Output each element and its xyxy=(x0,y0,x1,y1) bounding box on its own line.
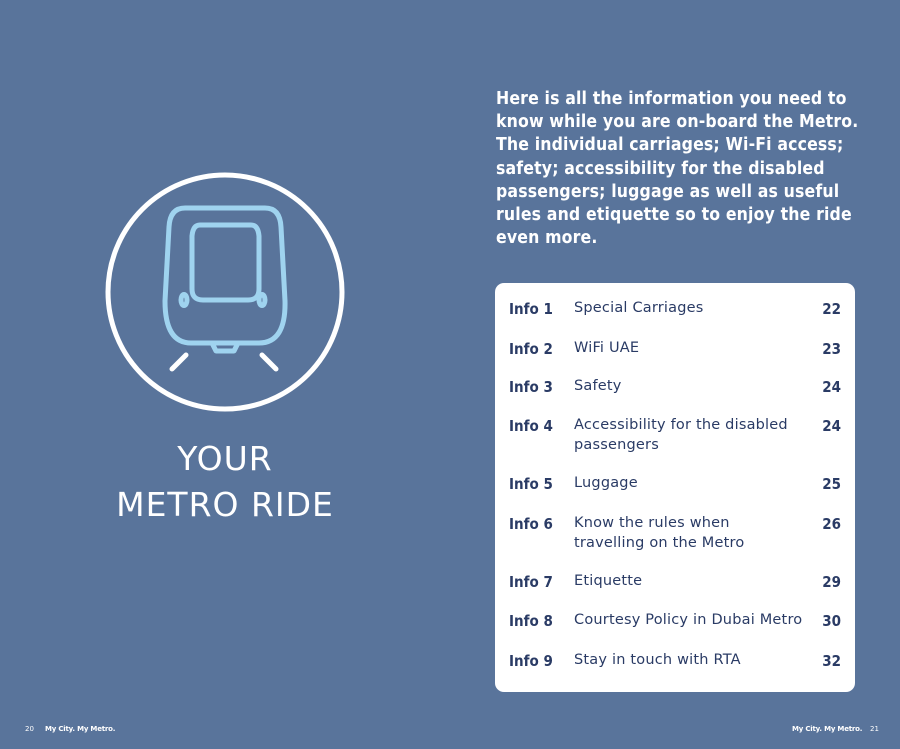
info-title: Special Carriages xyxy=(574,300,704,316)
info-label: Info 7 xyxy=(509,573,553,591)
section-title-line2: METRO RIDE xyxy=(116,485,334,524)
info-label: Info 5 xyxy=(509,475,553,493)
info-title: Accessibility for the disabled passengers xyxy=(574,417,788,453)
metro-icon-badge xyxy=(104,171,346,413)
info-label: Info 4 xyxy=(509,417,553,435)
footer-right-page-number: 21 xyxy=(870,725,879,733)
metro-train-icon xyxy=(104,171,346,413)
rail-left xyxy=(172,355,186,369)
info-label: Info 6 xyxy=(509,515,553,533)
info-label: Info 1 xyxy=(509,300,553,318)
section-title-line1: YOUR xyxy=(177,439,273,478)
info-label: Info 9 xyxy=(509,652,553,670)
page-number: 29 xyxy=(822,573,841,591)
page-number: 24 xyxy=(822,378,841,396)
page-number: 22 xyxy=(822,300,841,318)
page-number: 30 xyxy=(822,612,841,630)
info-title: Luggage xyxy=(574,475,638,491)
info-title: Stay in touch with RTA xyxy=(574,652,741,668)
train-right-light xyxy=(259,295,265,306)
info-title: Courtesy Policy in Dubai Metro xyxy=(574,612,803,628)
info-label: Info 2 xyxy=(509,340,553,358)
page-number: 23 xyxy=(822,340,841,358)
page-number: 24 xyxy=(822,417,841,435)
footer-left-page-number: 20 xyxy=(25,725,34,733)
train-body-outline xyxy=(165,208,285,343)
contents-box xyxy=(495,283,855,692)
info-label: Info 8 xyxy=(509,612,553,630)
info-title: Safety xyxy=(574,378,622,394)
page-number: 25 xyxy=(822,475,841,493)
footer-left-tagline: My City. My Metro. xyxy=(45,725,116,733)
info-title: Etiquette xyxy=(574,573,643,589)
page-number: 32 xyxy=(822,652,841,670)
intro-paragraph: Here is all the information you need to know while you are on-board the Metro. The individual carriages; Wi-Fi access; safety; accessibility for the disabled passengers; luggage as well as useful rules and etiquette so to enjoy the ride even more. xyxy=(496,89,859,249)
train-windshield xyxy=(192,225,259,300)
page-number: 26 xyxy=(822,515,841,533)
section-title xyxy=(100,436,350,528)
footer-right-tagline: My City. My Metro. xyxy=(792,725,863,733)
info-label: Info 3 xyxy=(509,378,553,396)
info-title: Know the rules when travelling on the Metro xyxy=(574,515,745,551)
train-left-light xyxy=(181,295,187,306)
rail-right xyxy=(262,355,276,369)
info-title: WiFi UAE xyxy=(574,340,640,356)
